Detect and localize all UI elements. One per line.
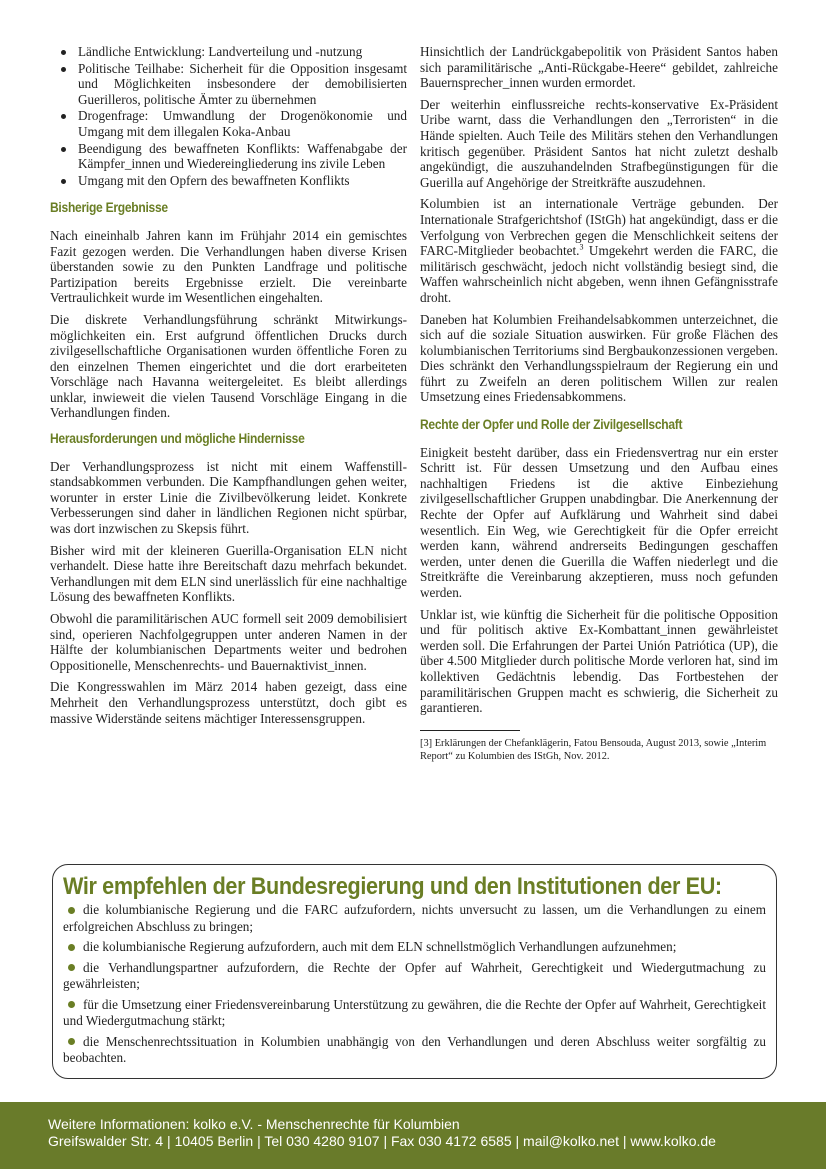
footnote-divider (420, 730, 520, 731)
paragraph-icc (420, 196, 778, 305)
green-bullet-icon (68, 944, 75, 951)
paragraph: Bisher wird mit der kleineren Guerilla-Organisation ELN nicht verhandelt. Diese hatte ihre Bereitschaft dazu mehrfach bekundet. Verhandlungen mit dem ELN sind unerlässlich für eine nachhaltige Lösung des bewaffneten Konflikts. (50, 542, 407, 605)
paragraph: Der weiterhin einflussreiche rechts-konservative Ex-Präsident Uribe warnt, dass die Verhandlungen den „Terroristen“ in die Hände spielten. Auch Teile des Militärs stehen den Verhandlungen kritisch gegenüber. Präsident Santos hat nicht zuletzt deshalb angekündigt, die auszuhandelnden Strafbegünstigungen für die Guerilla auf Angehörige der Streitkräfte auszudehnen. (420, 96, 778, 190)
recommendations-box (52, 864, 777, 1079)
paragraph: Einigkeit besteht darüber, dass ein Friedensvertrag nur ein erster Schritt ist. Für dessen Umsetzung und den Aufbau eines nachhaltigen Friedens ist die aktive Einbeziehung zivilgesellschaftlicher Gruppen unabdingbar. Die Anerkennung der Rechte der Opfer auf Aufklärung und Wahrheit sind dabei wesentlich. Ein Weg, wie Gerechtigkeit für die Opfer erreicht werden kann, während andrerseits Bedingungen geschaffen werden, unter denen die Guerilla die Waffen niederlegt und die Streitkräfte die Vereinbarung akzeptieren, muss noch gefunden werden. (420, 444, 778, 600)
paragraph: Daneben hat Kolumbien Freihandelsabkommen unterzeichnet, die sich auf die soziale Situation auswirken. Für große Flächen des kolumbianischen Territoriums sind Bergbaukonzessionen vergeben. Dies schränkt den Verhandlungsspielraum der Regierung ein und führt zu Zweifeln an deren politischem Willen zur realen Umsetzung eines Friedensabkommens. (420, 311, 778, 405)
paragraph: Der Verhandlungsprozess ist nicht mit einem Waffenstillstandsabkommen verbunden. Die Kampfhandlungen gehen weiter, worunter in erster Linie die Zivilbevölkerung leidet. Konkrete Verbesserungen sind daher in ländlichen Regionen nicht spürbar, was dort inzwischen zu Skepsis führt. (50, 458, 407, 537)
left-column (50, 44, 407, 732)
recommendation-item (63, 902, 766, 935)
recommendation-item (63, 960, 766, 993)
paragraph: Nach eineinhalb Jahren kann im Frühjahr 2014 ein gemischtes Fazit gezogen werden. Die Verhandlungen haben diverse Krisen überstanden sowie zu den Punkten Landfrage und politische Partizipation bereits Ergebnisse erzielt. Die vereinbarte Vertraulichkeit wurde im Wesentlichen eingehalten. (50, 227, 407, 306)
recommendations-list (63, 902, 766, 1067)
topic-item: Politische Teilhabe: Sicherheit für die Opposition insgesamt und Möglichkeiten insbesondere der demobilisierten Guerilleros, politische Ämter zu übernehmen (50, 61, 407, 108)
topic-item: Beendigung des bewaffneten Konflikts: Waffenabgabe der Kämpfer_innen und Wiedereingliederung ins zivile Leben (50, 141, 407, 172)
paragraph: Hinsichtlich der Landrückgabepolitik von Präsident Santos haben sich paramilitärische „Anti-Rückgabe-Heere“ gebildet, zahlreiche Bauernsprecher_innen wurden ermordet. (420, 44, 778, 91)
paragraph: Die Kongresswahlen im März 2014 haben gezeigt, dass eine Mehrheit den Verhandlungsprozess unterstützt, doch gibt es massive Widerstände seitens mächtiger Interessensgruppen. (50, 679, 407, 726)
recommendation-item (63, 1034, 766, 1067)
recommendation-text: die kolumbianische Regierung und die FARC aufzufordern, nichts unversucht zu lassen, um die Verhandlungen zu einem erfolgreichen Abschluss zu bringen; (63, 902, 766, 934)
green-bullet-icon (68, 907, 75, 914)
footnote-ref[interactable]: 3 (579, 242, 584, 252)
footer-line-contact[interactable]: Greifswalder Str. 4 | 10405 Berlin | Tel 030 4280 9107 | Fax 030 4172 6585 | mail@kolko.net | www.kolko.de (48, 1133, 716, 1149)
green-bullet-icon (68, 1038, 75, 1045)
topic-list (50, 44, 407, 188)
recommendation-text: die Menschenrechtssituation in Kolumbien unabhängig von den Verhandlungen und deren Abschluss weiter sorgfältig zu beobachten. (63, 1033, 766, 1065)
section-heading-victims: Rechte der Opfer und Rolle der Zivilgesellschaft (420, 417, 683, 433)
paragraph-text: Kolumbien ist an internationale Verträge gebunden. Der Internationale Strafgerichtshof (IStGh) hat angekündigt, dass er die Verfolgung von Verbrechen gegen die Menschlichkeit seitens der FARC-Mitglieder beobachtet. (420, 196, 778, 259)
recommendation-item (63, 997, 766, 1030)
recommendation-text: für die Umsetzung einer Friedensvereinbarung Unterstützung zu gewähren, die die Rechte der Opfer auf Wahrheit, Gerechtigkeit und Wiedergutmachung stärkt; (63, 996, 766, 1028)
right-column (420, 44, 778, 763)
recommendation-text: die Verhandlungspartner aufzufordern, die Rechte der Opfer auf Wahrheit, Gerechtigkeit und Wiedergutmachung zu gewährleisten; (63, 959, 766, 991)
paragraph: Die diskrete Verhandlungsführung schränkt Mitwirkungsmöglichkeiten ein. Erst aufgrund öffentlichen Drucks durch zivilgesellschaftliche Organisationen wurden öffentliche Foren zu den einzelnen Themen eingerichtet und die dort erarbeiteten Vorschläge nach Havanna weitergeleitet. Es bleibt allerdings unklar, inwieweit die vielen Tausend Vorschläge Eingang in die Verhandlungen finden. (50, 311, 407, 421)
green-bullet-icon (68, 1001, 75, 1008)
section-heading-results: Bisherige Ergebnisse (50, 200, 168, 216)
recommendations-title: Wir empfehlen der Bundesregierung und den Institutionen der EU: (63, 873, 722, 900)
recommendation-item (63, 939, 766, 956)
paragraph: Obwohl die paramilitärischen AUC formell seit 2009 demobilisiert sind, operieren Nachfolgegruppen unter anderen Namen in der Hälfte der kolumbianischen Departments weiter und bedrohen Oppositionelle, Menschenrechts- und Bauernaktivist_innen. (50, 611, 407, 673)
recommendation-text: die kolumbianische Regierung aufzufordern, auch mit dem ELN schnellstmöglich Verhandlungen aufzunehmen; (83, 939, 677, 954)
footer-contact-bar (0, 1102, 826, 1169)
paragraph: Unklar ist, wie künftig die Sicherheit für die politische Opposition und für politisch aktive Ex-Kombattant_innen gewährleistet werden soll. Die Erfahrungen der Partei Unión Patriótica (UP), die über 4.500 Mitglieder durch politische Morde verloren hat, sind im kollektiven Gedächtnis lebendig. Das Fortbestehen der paramilitärischen Gruppen macht es schwierig, die Sicherheit zu garantieren. (420, 606, 778, 716)
topic-item: Drogenfrage: Umwandlung der Drogenökonomie und Umgang mit dem illegalen Koka-Anbau (50, 108, 407, 139)
footnote: [3] Erklärungen der Chefanklägerin, Fatou Bensouda, August 2013, sowie „Interim Report“ zu Kolumbien des IStGh, Nov. 2012. (420, 737, 767, 762)
topic-item: Ländliche Entwicklung: Landverteilung und -nutzung (50, 44, 407, 60)
footer-line-info: Weitere Informationen: kolko e.V. - Menschenrechte für Kolumbien (48, 1116, 460, 1132)
green-bullet-icon (68, 964, 75, 971)
topic-item: Umgang mit den Opfern des bewaffneten Konflikts (50, 173, 407, 189)
section-heading-challenges: Herausforderungen und mögliche Hindernisse (50, 431, 305, 447)
paragraph-text: Umgekehrt werden die FARC, die militärisch geschwächt, jedoch nicht vollständig besiegt sind, die Waffen wahrscheinlich nicht abgeben, wenn ihnen Gefängnisstrafe droht. (420, 243, 778, 305)
